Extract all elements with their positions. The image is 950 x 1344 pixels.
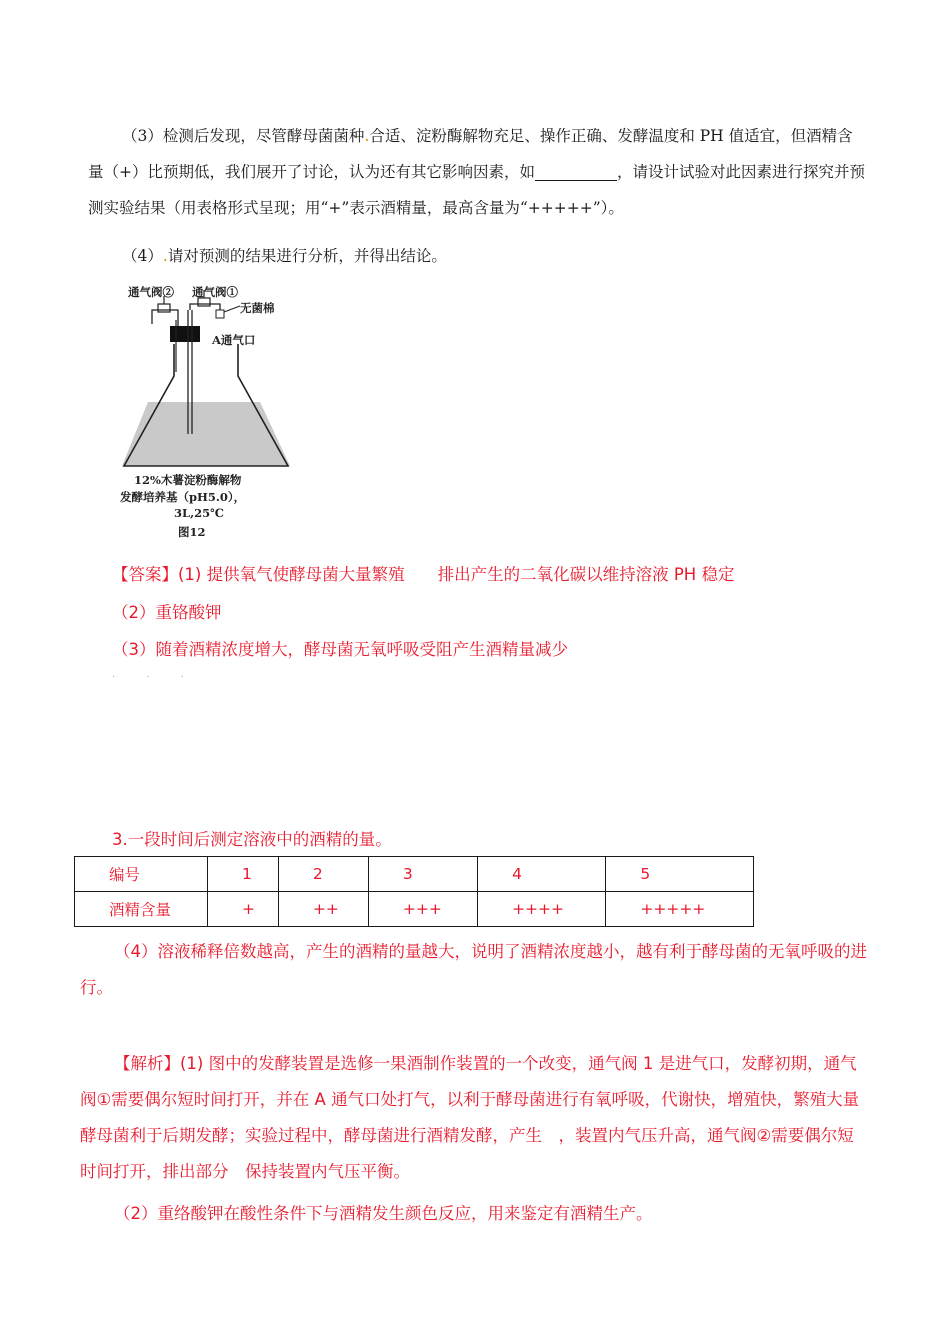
answer-blank (535, 162, 617, 181)
table-value: + (208, 892, 279, 927)
table-value: +++++ (606, 892, 754, 927)
mark-dot: . (162, 247, 168, 265)
result-table (74, 856, 754, 927)
question-4-text: 请对预测的结果进行分析，并得出结论。 (167, 247, 447, 265)
question-3 (88, 118, 868, 226)
mark-dot: . (364, 127, 370, 145)
caption-line-2: 发酵培养基（pH5.0）， (120, 490, 246, 504)
figure-number: 图12 (178, 525, 206, 539)
cutoff-text: · · · (112, 672, 198, 683)
cotton-label: 无菌棉 (240, 301, 275, 315)
valve-1-label: 通气阀① (192, 285, 238, 299)
table-number: 3 (368, 857, 477, 892)
answer-4: （4）溶液稀释倍数越高，产生的酒精的量越大，说明了酒精浓度越小，越有利于酵母菌的无氧呼吸的进行。 (80, 942, 867, 997)
caption-line-1: 12%木薯淀粉酶解物 (134, 473, 242, 487)
question-3-text-a: （3）检测后发现，尽管酵母菌菌种 (122, 127, 365, 145)
answer-2: （2）重铬酸钾 (112, 603, 222, 622)
question-4 (88, 238, 868, 274)
question-3-text-c: ，请设计试验对此因素进行探究并预测实验结果（用表格形式呈现；用“+”表示酒精量，最高含量为“+++++”）。 (88, 163, 866, 217)
fermentation-flask-figure (112, 280, 302, 545)
table-number: 5 (606, 857, 754, 892)
table-row-label: 酒精含量 (75, 892, 208, 927)
answer-3: （3）随着酒精浓度增大，酵母菌无氧呼吸受阻产生酒精量减少 (112, 640, 568, 659)
analysis-1: 【解析】(1) 图中的发酵装置是选修一果酒制作装置的一个改变，通气阀 1 是进气口，发酵初期，通气阀①需要偶尔短时间打开，并在 A 通气口处打气，以利于酵母菌进行有氧呼吸，代谢快，增殖快，繁殖大量酵母菌利于后期发酵；实验过程中，酵母菌进行酒精发酵，产生 ，装置内气压升高，通气阀②需要偶尔短时间打开，排出部分 保持装置内气压平衡。 (80, 1054, 860, 1181)
table-row (75, 892, 754, 927)
answer-1: 【答案】(1) 提供氧气使酵母菌大量繁殖 排出产生的二氧化碳以维持溶液 PH 稳定 (112, 565, 735, 584)
table-value: +++ (368, 892, 477, 927)
step-3: 3.一段时间后测定溶液中的酒精的量。 (112, 830, 392, 849)
table-number: 2 (278, 857, 368, 892)
analysis-2: （2）重络酸钾在酸性条件下与酒精发生颜色反应，用来鉴定有酒精生产。 (114, 1204, 653, 1223)
valve-2-icon (158, 304, 170, 312)
table-header-label: 编号 (75, 857, 208, 892)
flask-stopper (170, 326, 200, 342)
question-4-number: （4） (122, 247, 163, 265)
table-value: ++ (278, 892, 368, 927)
table-row (75, 857, 754, 892)
table-number: 4 (478, 857, 606, 892)
question-3-text-b: 合适、淀粉酶解物充足、操作正确、发酵温度和 PH 值适宜，但酒精含量（+）比预期低，我们展开了讨论，认为还有其它影响因素，如 (88, 127, 853, 181)
caption-line-3: 3L,25℃ (174, 506, 224, 520)
cotton-plug (216, 310, 224, 318)
port-label: A通气口 (212, 333, 256, 347)
table-number: 1 (208, 857, 279, 892)
table-value: ++++ (478, 892, 606, 927)
flask-liquid (122, 402, 290, 466)
valve-2-label: 通气阀② (128, 285, 174, 299)
